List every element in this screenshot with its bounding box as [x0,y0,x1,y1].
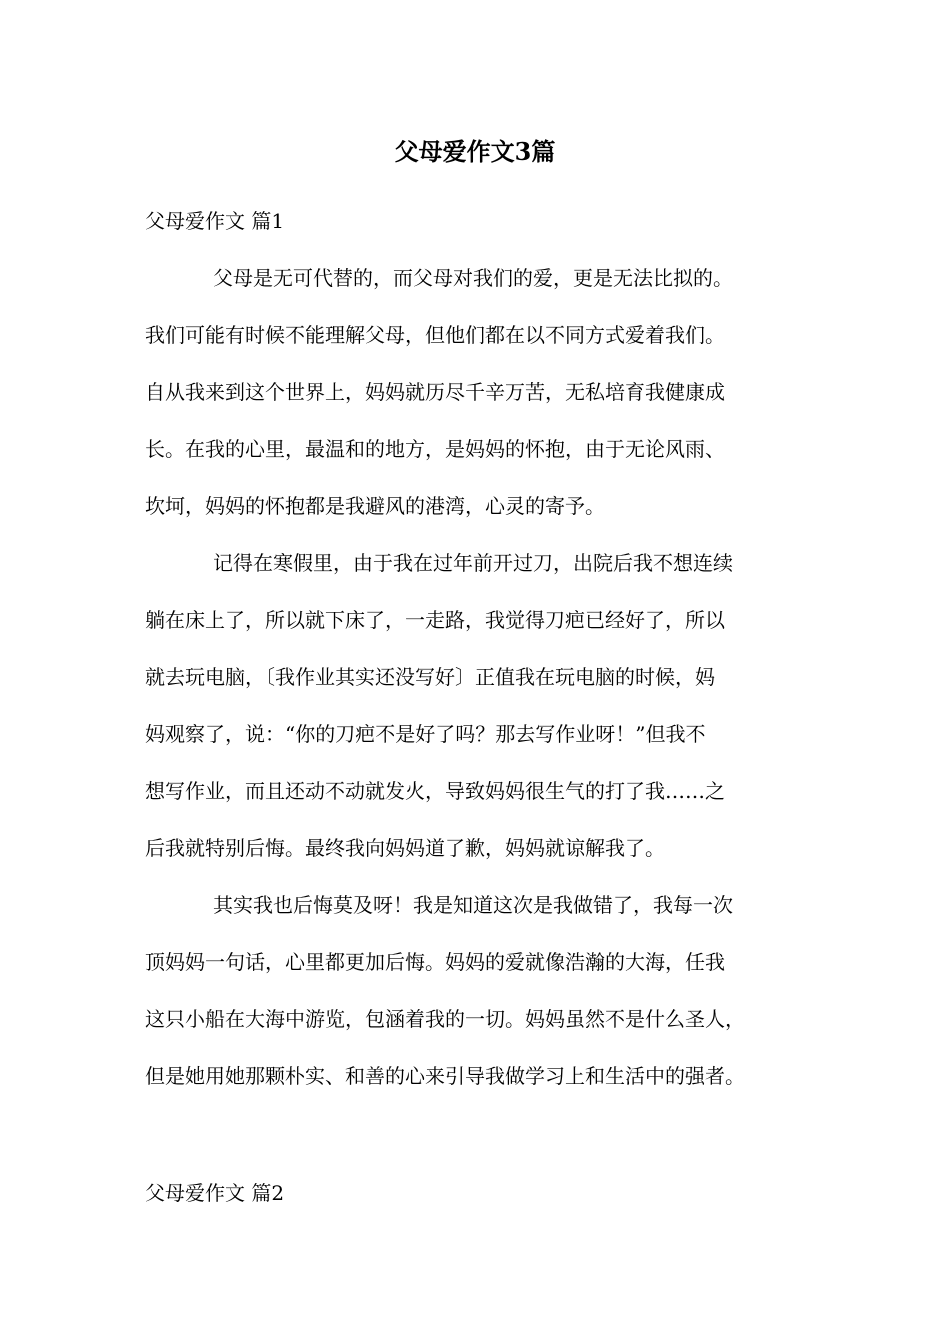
paragraph-line: 顶妈妈一句话，心里都更加后悔。妈妈的爱就像浩瀚的大海，任我 [145,950,725,974]
paragraph-line: 其实我也后悔莫及呀！我是知道这次是我做错了，我每一次 [213,893,733,917]
paragraph-line: 长。在我的心里，最温和的地方，是妈妈的怀抱，由于无论风雨、 [145,437,725,461]
paragraph-line: 就去玩电脑，〔我作业其实还没写好〕正值我在玩电脑的时候，妈 [145,665,715,689]
paragraph-line: 想写作业，而且还动不动就发火，导致妈妈很生气的打了我……之 [145,779,725,803]
paragraph-line: 这只小船在大海中游览，包涵着我的一切。妈妈虽然不是什么圣人， [145,1007,745,1031]
section-heading-2: 父母爱作文 篇2 [145,1181,285,1205]
paragraph-line: 妈观察了，说：“你的刀疤不是好了吗？那去写作业呀！”但我不 [145,722,706,746]
paragraph-line: 自从我来到这个世界上，妈妈就历尽千辛万苦，无私培育我健康成 [145,380,725,404]
paragraph-line: 我们可能有时候不能理解父母，但他们都在以不同方式爱着我们。 [145,323,725,347]
paragraph-line: 但是她用她那颗朴实、和善的心来引导我做学习上和生活中的强者。 [145,1064,745,1088]
paragraph-line: 躺在床上了，所以就下床了，一走路，我觉得刀疤已经好了，所以 [145,608,725,632]
section-heading-1: 父母爱作文 篇1 [145,209,285,233]
document-title: 父母爱作文3篇 [394,137,556,166]
paragraph-line: 坎坷，妈妈的怀抱都是我避风的港湾，心灵的寄予。 [145,494,605,518]
paragraph-line: 记得在寒假里，由于我在过年前开过刀，出院后我不想连续 [213,551,733,575]
paragraph-line: 后我就特别后悔。最终我向妈妈道了歉，妈妈就谅解我了。 [145,836,665,860]
paragraph-line: 父母是无可代替的，而父母对我们的爱，更是无法比拟的。 [213,266,733,290]
